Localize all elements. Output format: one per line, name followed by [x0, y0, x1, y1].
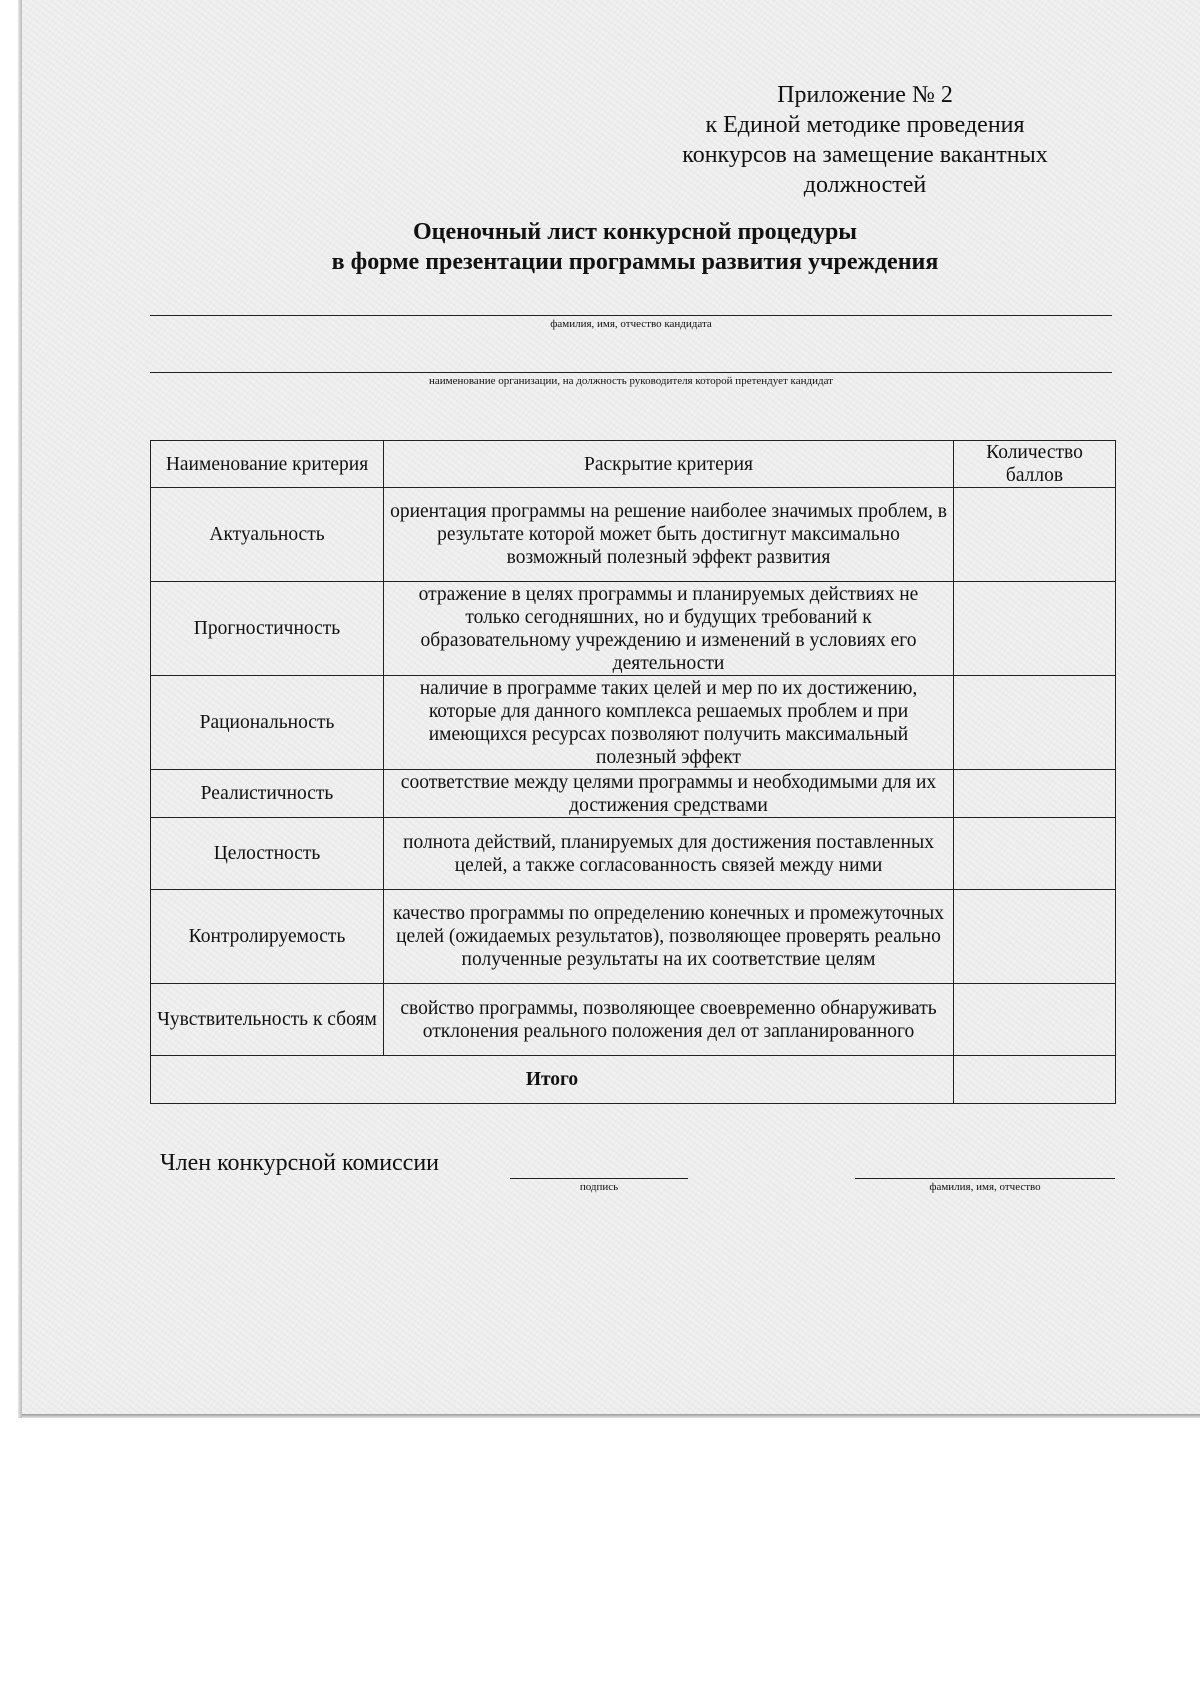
criterion-name: Актуальность	[151, 488, 384, 582]
evaluation-table	[150, 440, 1116, 1104]
commission-member-label: Член конкурсной комиссии	[160, 1150, 440, 1176]
score-cell[interactable]	[954, 770, 1116, 818]
table-header-row	[151, 441, 1116, 488]
organization-name-line[interactable]	[150, 372, 1112, 373]
title-line-2: в форме презентации программы развития учреждения	[331, 249, 939, 275]
table-row	[151, 770, 1116, 818]
score-cell[interactable]	[954, 818, 1116, 890]
appendix-header	[600, 80, 1130, 200]
score-cell[interactable]	[954, 984, 1116, 1056]
criterion-disclosure: свойство программы, позволяющее своевременно обнаруживать отклонения реального положения дел от запланированного	[384, 984, 954, 1056]
document-title	[150, 217, 1120, 277]
total-row	[151, 1056, 1116, 1104]
total-label: Итого	[151, 1056, 954, 1104]
signature-line[interactable]	[510, 1178, 688, 1179]
criterion-name: Рациональность	[151, 676, 384, 770]
criterion-disclosure: ориентация программы на решение наиболее значимых проблем, в результате которой может быть достигнут максимально возможный полезный эффект развития	[384, 488, 954, 582]
appendix-line: к Единой методике проведения	[705, 112, 1025, 138]
score-cell[interactable]	[954, 890, 1116, 984]
signature-caption: подпись	[579, 1181, 619, 1193]
criterion-name: Целостность	[151, 818, 384, 890]
table-row	[151, 818, 1116, 890]
score-cell[interactable]	[954, 582, 1116, 676]
table-row	[151, 582, 1116, 676]
header-criterion: Наименование критерия	[151, 441, 384, 488]
header-disclosure: Раскрытие критерия	[384, 441, 954, 488]
table-row	[151, 890, 1116, 984]
title-line-1: Оценочный лист конкурсной процедуры	[412, 219, 858, 245]
organization-name-caption: наименование организации, на должность руководителя которой претендует кандидат	[429, 375, 833, 387]
criterion-name: Чувствительность к сбоям	[151, 984, 384, 1056]
total-score-cell[interactable]	[954, 1056, 1116, 1104]
candidate-name-line[interactable]	[150, 315, 1112, 316]
criterion-name: Реалистичность	[151, 770, 384, 818]
criterion-name: Прогностичность	[151, 582, 384, 676]
candidate-name-caption: фамилия, имя, отчество кандидата	[550, 318, 712, 330]
score-cell[interactable]	[954, 676, 1116, 770]
score-cell[interactable]	[954, 488, 1116, 582]
appendix-line: конкурсов на замещение вакантных	[682, 142, 1048, 168]
member-name-caption: фамилия, имя, отчество	[929, 1181, 1041, 1193]
table-row	[151, 984, 1116, 1056]
criterion-disclosure: полнота действий, планируемых для достижения поставленных целей, а также согласованность связей между ними	[384, 818, 954, 890]
appendix-line: должностей	[803, 172, 927, 198]
header-score: Количество баллов	[954, 441, 1116, 488]
criterion-disclosure: наличие в программе таких целей и мер по их достижению, которые для данного комплекса решаемых проблем и при имеющихся ресурсах позволяют получить максимальный полезный эффект	[384, 676, 954, 770]
criterion-disclosure: соответствие между целями программы и необходимыми для их достижения средствами	[384, 770, 954, 818]
criterion-disclosure: отражение в целях программы и планируемых действиях не только сегодняшних, но и будущих требований к образовательному учреждению и изменений в условиях его деятельности	[384, 582, 954, 676]
table-row	[151, 676, 1116, 770]
appendix-line: Приложение № 2	[777, 82, 953, 108]
table-row	[151, 488, 1116, 582]
criterion-name: Контролируемость	[151, 890, 384, 984]
criterion-disclosure: качество программы по определению конечных и промежуточных целей (ожидаемых результатов), позволяющее проверять реально полученные результаты на их соответствие целям	[384, 890, 954, 984]
sheet-shadow-bottom	[22, 1414, 1200, 1418]
member-name-line[interactable]	[855, 1178, 1115, 1179]
